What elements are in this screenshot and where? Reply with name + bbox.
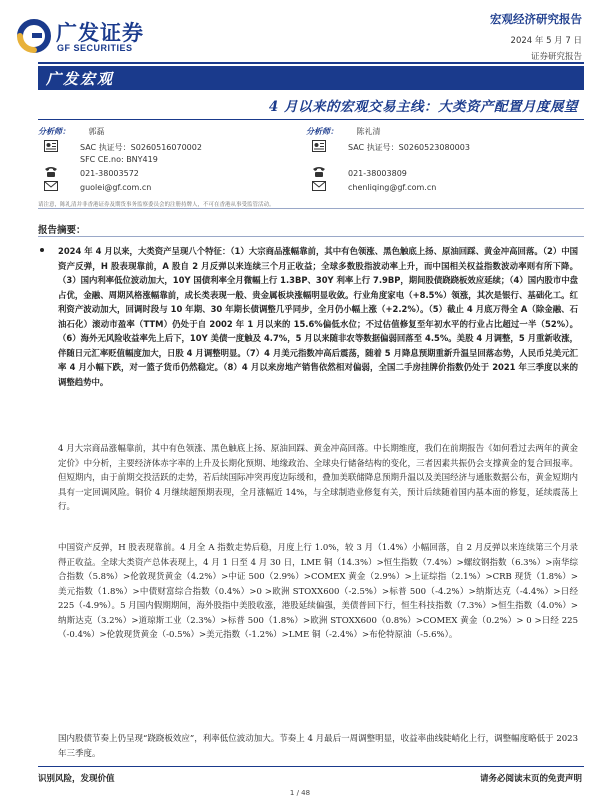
report-date: 2024 年 5 月 7 日: [510, 36, 582, 46]
id-card-icon: [44, 140, 58, 152]
bullet-icon: [40, 248, 44, 252]
analyst-name: 陈礼清: [356, 127, 381, 136]
email-icon: [44, 180, 58, 192]
logo-text-en: GF SECURITIES: [57, 43, 133, 53]
analyst-cert: SAC 执证号：S0260516070002: [80, 143, 202, 152]
summary-heading: 报告摘要：: [38, 225, 86, 236]
footer-slogan: 识别风险，发现价值: [38, 774, 115, 784]
paragraph-china-assets: 中国资产反弹，H 股表现靠前。4 月全 A 指数走势后稳，月度上行 1.0%，较 3 月（1.4%）小幅回落，自 2 月反弹以来连续第三个月录得正收益。全球大类资产总体表现上，4 月 1 日至 4 月 30 日，LME 铜（14.3%）>恒生指数（7.4%）>螺纹钢指数（6.3%）>南华综合指数（5.8%）>伦敦现货黄金（4.2%）>中证 500（2.9%）>COMEX 黄金（2.9%）>上证综指（2.1%）>CRB 现货（1.8%）>美元指数（1.8%）>中债财富综合指数（0.4%）>0 >欧洲 STOXX600（-2.5%）>标普 500（-4.2%）>纳斯达克（-4.4%）>日经 225（-4.9%）。5 月国内假期期间，海外股指中美股收涨，港股延续偏强，美债普回下行，恒生科技指数（7.3%）>恒生指数（4.0%）>纳斯达克（3.2%）>道琼斯工业（2.3%）>标普 500（1.8%）>欧洲 STOXX600（0.8%）>COMEX 黄金（0.2%）> 0 >日经 225（-0.4%）>伦敦现货黄金（-0.5%）>美元指数（-1.2%）>LME 铜（-2.4%）>布伦特原油（-5.6%）。: [58, 543, 578, 640]
phone-icon: [44, 166, 58, 178]
analyst-email[interactable]: chenliqing@gf.com.cn: [348, 183, 437, 192]
summary-divider: [38, 236, 584, 237]
analyst-disclaimer: 请注意，陈礼清并非香港证券及期货事务监察委员会的注册持牌人，不可在香港从事受监管活动。: [38, 202, 275, 208]
analyst-label: 分析师：: [306, 127, 338, 136]
analyst-phone: 021-38003572: [80, 169, 139, 178]
analyst-cert: SAC 执证号：S0260523080003: [348, 143, 470, 152]
report-title: 4 月以来的宏观交易主线：大类资产配置月度展望: [268, 99, 578, 115]
analyst-label: 分析师：: [38, 127, 70, 136]
company-logo: [14, 16, 174, 56]
report-meta: [490, 11, 582, 62]
report-type: 宏观经济研究报告: [490, 12, 582, 26]
banner-text: 广发宏观: [46, 70, 115, 88]
footer-disclaimer: 请务必阅读末页的免责声明: [479, 774, 582, 784]
disclaimer-divider: [38, 208, 584, 209]
title-divider: [38, 119, 584, 120]
header-divider: [38, 62, 584, 64]
analyst-phone: 021-38003809: [348, 169, 407, 178]
gf-logo-icon: [14, 16, 54, 56]
logo-text-cn: 广发证券: [56, 21, 144, 45]
report-category: 证券研究报告: [530, 52, 582, 62]
analyst-email[interactable]: guolei@gf.com.cn: [80, 183, 152, 192]
email-icon: [312, 180, 326, 192]
paragraph-commodities: 4 月大宗商品涨幅靠前，其中有色领涨、黑色触底上扬、原油回踩、黄金冲高回落。中长期维度，我们在前期报告《如何看过去两年的黄金定价》中分析，主要经济体赤字率的上升及长期化预期、地缘政治、全球央行储备结构的变化，三者因素共振仍会支撑黄金的复合回报率。但短期内，由于前期交投活跃的走势，若后续国际冲突再度边际缓和，叠加美联储降息预期升温以及美国经济与通胀数据公布，黄金短期内具有一定回调风险。铜价 4 月继续超预期表现，全月涨幅近 14%，与全球制造业修复有关，预计后续随着国内基本面的修复，延续震荡上行。: [58, 444, 578, 512]
section-banner: [38, 66, 584, 90]
id-card-icon: [312, 140, 326, 152]
footer-divider: [38, 766, 584, 767]
page-number: 1 / 48: [289, 789, 311, 797]
paragraph-stock-bond: 国内股债节奏上仍呈现“跷跷板效应”，利率低位波动加大。节奏上 4 月最后一周调整明显，收益率曲线陡峭化上行，调整幅度略低于 2023 年三季度。: [58, 734, 578, 759]
phone-icon: [312, 166, 326, 178]
analyst-cert-sfc: SFC CE.no: BNY419: [80, 155, 158, 164]
analyst-name: 郭磊: [88, 127, 105, 136]
summary-key-points: 2024 年 4 月以来，大类资产呈现八个特征：（1）大宗商品涨幅靠前，其中有色领涨、黑色触底上扬、原油回踩、黄金冲高回落。（2）中国资产反弹，H 股表现靠前，A 股自 2 月反弹以来连续三个月正收益；全球多数股指波动率上升，而中国相关权益指数波动率则有所下降。（3）国内利率低位波动加大，10Y 国债利率全月微幅上行 1.3BP、30Y 利率上行 7.9BP，期间股债跷跷板效应延续；（4）国内股市中盘占优，金融、周期风格涨幅靠前，成长类表现一般、贵金属板块涨幅明显收敛。行业角度家电（+8.5%）领涨，其次是银行、基础化工。红利资产波动加大，回调时段与 10 年期、30 年期长债调整几乎同步，全月仍小幅上涨（+2.2%）。（5）截止 4 月底万得全 A（除金融、石油石化）滚动市盈率（TTM）仍处于自 2002 年 1 月以来的 15.6%偏低水位；不过估值修复至年初水平的行业占比超过一半（52%）。（6）海外无风险收益率先上后下，10Y 美债一度触及 4.7%，5 月以来随非农等数据偏弱回落至 4.5%。美股 4 月调整，5 月重新收涨，伴随日元汇率贬值幅度加大，日股 4 月调整明显。（7）4 月美元指数冲高后震荡，随着 5 月降息预期重新升温呈回落态势，人民币兑美元汇率 4 月小幅下跌，对一篮子货币仍然稳定。（8）4 月以来房地产销售依然相对偏弱，全国二手房挂牌价指数仍处于 2021 年三季度以来的调整趋势中。: [58, 246, 578, 387]
